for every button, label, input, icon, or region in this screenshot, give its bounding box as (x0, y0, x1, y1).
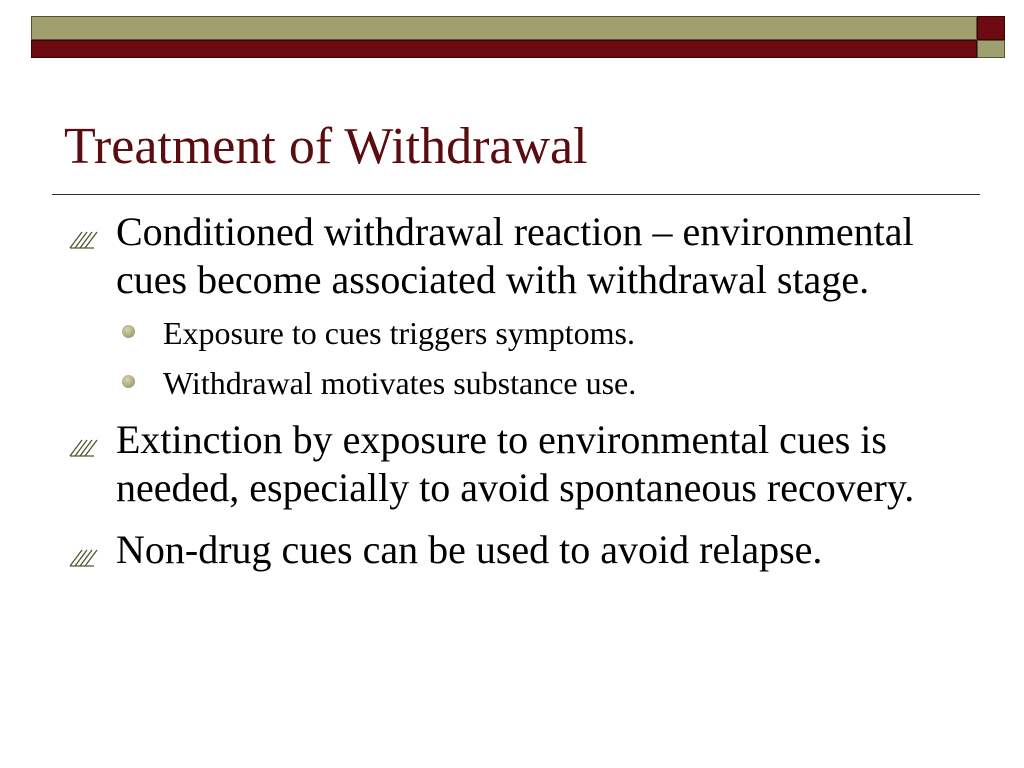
header-band-olive (31, 16, 977, 40)
olive-dot-bullet-icon (122, 375, 135, 388)
bullet-text-3: Non-drug cues can be used to avoid relapse. (116, 527, 823, 572)
bullet-item-1 (64, 208, 964, 304)
hatched-pen-bullet-icon (68, 434, 98, 458)
header-corner-maroon (977, 16, 1005, 40)
title-divider (52, 194, 980, 195)
bullet-text-2: Extinction by exposure to environmental cues is needed, especially to avoid spontaneous recovery. (116, 417, 915, 510)
header-corner-olive (977, 40, 1005, 58)
olive-dot-bullet-icon (122, 325, 135, 338)
bullet-item-2 (64, 416, 964, 512)
header-band-maroon (31, 40, 977, 58)
slide-title: Treatment of Withdrawal (64, 118, 588, 175)
hatched-pen-bullet-icon (68, 544, 98, 568)
bullet-text-1: Conditioned withdrawal reaction – environmental cues become associated with withdrawal stage. (116, 209, 914, 302)
sub-bullet-item-2 (64, 364, 964, 402)
bullet-item-3 (64, 526, 964, 574)
sub-bullet-text-2: Withdrawal motivates substance use. (163, 365, 637, 401)
sub-bullet-item-1 (64, 314, 964, 352)
sub-bullet-text-1: Exposure to cues triggers symptoms. (163, 315, 635, 351)
slide-body (64, 208, 964, 574)
hatched-pen-bullet-icon (68, 226, 98, 250)
